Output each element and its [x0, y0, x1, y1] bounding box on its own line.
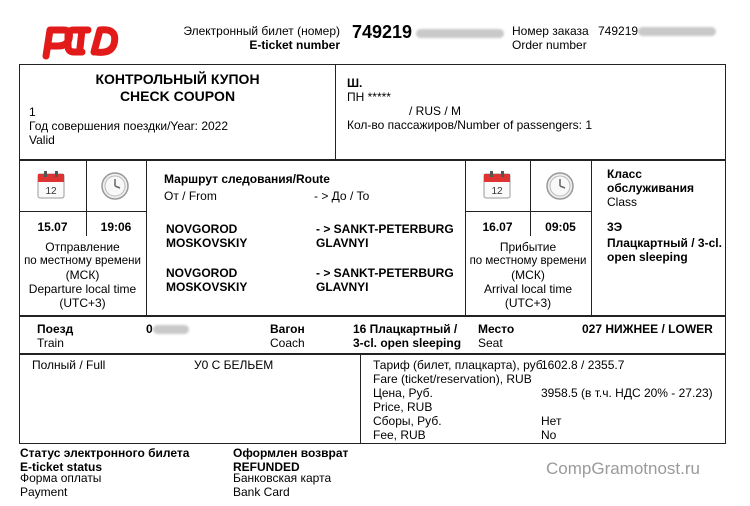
route-to-label: - > До / To	[314, 189, 370, 203]
country-gender: / RUS / M	[409, 104, 462, 118]
eticket-label-ru: Электронный билет (номер)	[183, 24, 340, 38]
seat-label-en: Seat	[478, 336, 503, 350]
price-label-ru: Цена, Руб.	[373, 386, 433, 400]
departure-label-ru-1: Отправление	[45, 240, 120, 254]
passport-number: ПН *****	[347, 90, 391, 104]
leg2-to-1: - > SANKT-PETERBURG	[316, 266, 454, 280]
departure-label-ru-3: (МСК)	[65, 268, 100, 282]
train-number: 0	[146, 322, 189, 336]
tariff-value: 1602.8 / 2355.7	[541, 358, 625, 372]
order-label-en: Order number	[512, 38, 587, 52]
coupon-number: 1	[29, 105, 36, 119]
payment-value-ru: Банковская карта	[233, 471, 332, 485]
price-value: 3958.5 (в т.ч. НДС 20% - 27.23)	[541, 386, 713, 400]
eticket-number: 749219	[352, 21, 504, 43]
departure-label-en-1: Departure local time	[28, 282, 137, 296]
train-label-en: Train	[37, 336, 64, 350]
coach-value-1: 16 Плацкартный /	[353, 322, 458, 336]
route-from-label: От / From	[164, 189, 217, 203]
payment-value-en: Bank Card	[233, 485, 290, 499]
leg1-to-2: GLAVNYI	[316, 236, 369, 250]
payment-label-en: Payment	[20, 485, 68, 499]
fare-type: Полный / Full	[32, 358, 106, 372]
watermark: CompGramotnost.ru	[546, 459, 700, 478]
arrival-label-ru-2: по местному времени	[469, 255, 587, 267]
class-label-ru-2: обслуживания	[607, 181, 694, 195]
class-desc-1: Плацкартный / 3-cl.	[607, 236, 722, 250]
trip-year: Год совершения поездки/Year: 2022	[29, 119, 229, 133]
class-label-ru-1: Класс	[607, 167, 642, 181]
class-code: 3Э	[607, 220, 623, 234]
leg2-from-2: MOSKOVSKIY	[166, 280, 248, 294]
leg2-to-2: GLAVNYI	[316, 280, 369, 294]
leg1-to-1: - > SANKT-PETERBURG	[316, 222, 454, 236]
refund-status-en: REFUNDED	[233, 460, 300, 474]
tariff-label-en: Fare (ticket/reservation), RUB	[373, 372, 532, 386]
calendar-day: 12	[45, 186, 57, 197]
passenger-count: Кол-во пассажиров/Number of passengers: 1	[347, 118, 593, 132]
coupon-title-en: CHECK COUPON	[119, 88, 236, 104]
leg1-from-1: NOVGOROD	[166, 222, 238, 236]
order-number: 749219	[598, 24, 716, 38]
leg2-from-1: NOVGOROD	[166, 266, 238, 280]
price-label-en: Price, RUB	[373, 400, 433, 414]
bedding: У0 С БЕЛЬЕМ	[194, 358, 274, 372]
arrival-time: 09:05	[545, 220, 576, 234]
fee-value-2: No	[541, 428, 557, 442]
seat-value: 027 НИЖНЕЕ / LOWER	[582, 322, 713, 336]
clock-icon	[100, 171, 130, 201]
calendar-day: 12	[491, 186, 503, 197]
departure-label-ru-2: по местному времени	[24, 255, 141, 267]
tariff-label-ru: Тариф (билет, плацкарта), руб.	[373, 358, 546, 372]
redacted-order	[638, 27, 716, 36]
arrival-date: 16.07	[482, 220, 513, 234]
train-label-ru: Поезд	[37, 322, 74, 336]
arrival-label-en-2: (UTC+3)	[504, 296, 552, 310]
fee-label-en: Fee, RUB	[373, 428, 426, 442]
fee-label-ru: Сборы, Руб.	[373, 414, 442, 428]
calendar-icon	[482, 170, 512, 200]
redacted-train	[153, 325, 189, 334]
status-label-en: E-ticket status	[20, 460, 103, 474]
order-label-ru: Номер заказа	[512, 24, 589, 38]
eticket-label-en: E-ticket number	[249, 38, 340, 52]
clock-icon	[545, 171, 575, 201]
departure-date: 15.07	[37, 220, 68, 234]
class-label-en: Class	[607, 195, 638, 209]
fee-value-1: Нет	[541, 414, 562, 428]
coupon-title-ru: КОНТРОЛЬНЫЙ КУПОН	[95, 71, 260, 87]
arrival-label-ru-1: Прибытие	[499, 240, 557, 254]
refund-status-ru: Оформлен возврат	[233, 446, 349, 460]
arrival-label-ru-3: (МСК)	[511, 268, 545, 282]
arrival-label-en-1: Arrival local time	[483, 282, 573, 296]
coach-value-2: 3-cl. open sleeping	[353, 336, 462, 350]
class-desc-2: open sleeping	[607, 250, 688, 264]
coach-label-en: Coach	[270, 336, 305, 350]
status-label-ru: Статус электронного билета	[20, 446, 190, 460]
leg1-from-2: MOSKOVSKIY	[166, 236, 248, 250]
departure-time: 19:06	[100, 220, 132, 234]
ticket-validity: Valid	[29, 133, 55, 147]
rzd-logo	[38, 22, 124, 60]
coach-label-ru: Вагон	[270, 322, 305, 336]
departure-label-en-2: (UTC+3)	[59, 296, 106, 310]
route-label: Маршрут следования/Route	[164, 172, 330, 186]
seat-label-ru: Место	[478, 322, 515, 336]
passenger-name: Ш.	[347, 76, 363, 90]
payment-label-ru: Форма оплаты	[20, 471, 102, 485]
redacted-eticket	[416, 29, 504, 38]
calendar-icon	[36, 170, 66, 200]
